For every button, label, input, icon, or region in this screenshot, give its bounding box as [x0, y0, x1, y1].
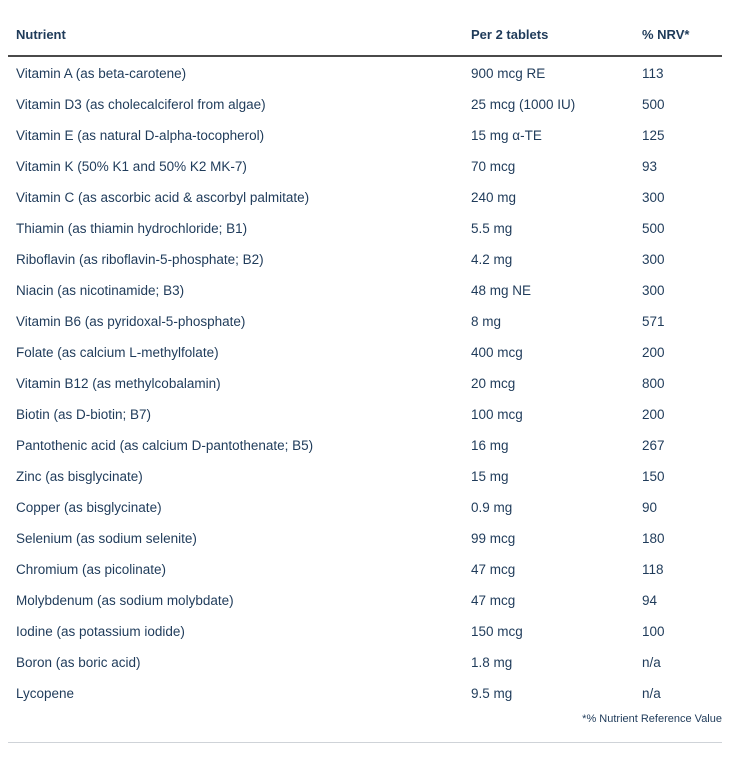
nutrient-name: Iodine (as potassium iodide)	[16, 624, 185, 639]
nrv-percent: 100	[642, 624, 665, 639]
table-row	[8, 306, 722, 337]
table-row	[8, 492, 722, 523]
bottom-divider	[8, 742, 722, 743]
table-row	[8, 678, 722, 709]
table-row	[8, 585, 722, 616]
amount-per-2-tablets: 900 mcg RE	[471, 65, 546, 81]
table-row	[8, 647, 722, 678]
nrv-percent: 200	[642, 407, 665, 422]
amount-per-2-tablets: 99 mcg	[471, 531, 516, 546]
nrv-percent: n/a	[642, 686, 661, 701]
header-per-2-tablets: Per 2 tablets	[463, 14, 634, 56]
nrv-percent: 200	[642, 345, 665, 360]
nutrient-name: Thiamin (as thiamin hydrochloride; B1)	[16, 221, 248, 236]
nutrient-table-container	[8, 14, 722, 709]
nutrient-name: Riboflavin (as riboflavin-5-phosphate; B2)	[16, 252, 264, 267]
table-row	[8, 554, 722, 585]
amount-per-2-tablets: 9.5 mg	[471, 686, 513, 701]
amount-per-2-tablets: 240 mg	[471, 190, 517, 205]
nutrient-name: Vitamin B6 (as pyridoxal-5-phosphate)	[16, 314, 246, 329]
amount-per-2-tablets: 8 mg	[471, 314, 502, 329]
amount-per-2-tablets: 25 mcg (1000 IU)	[471, 97, 576, 112]
amount-per-2-tablets: 1.8 mg	[471, 655, 513, 670]
nrv-percent: 113	[642, 65, 664, 81]
nutrient-name: Vitamin A (as beta-carotene)	[16, 65, 187, 81]
amount-per-2-tablets: 0.9 mg	[471, 500, 513, 515]
nutrient-name: Pantothenic acid (as calcium D-pantothenate; B5)	[16, 438, 314, 453]
table-header	[8, 14, 722, 56]
amount-per-2-tablets: 16 mg	[471, 438, 509, 453]
nutrient-name: Vitamin B12 (as methylcobalamin)	[16, 376, 221, 391]
table-row	[8, 151, 722, 182]
table-row	[8, 120, 722, 151]
table-body	[8, 56, 722, 709]
amount-per-2-tablets: 15 mg α-TE	[471, 128, 542, 143]
amount-per-2-tablets: 48 mg NE	[471, 283, 532, 298]
nrv-percent: 300	[642, 190, 665, 205]
header-row	[8, 14, 722, 56]
nutrient-table	[8, 14, 722, 709]
amount-per-2-tablets: 20 mcg	[471, 376, 516, 391]
amount-per-2-tablets: 400 mcg	[471, 345, 523, 360]
nutrient-name: Biotin (as D-biotin; B7)	[16, 407, 152, 422]
table-row	[8, 182, 722, 213]
amount-per-2-tablets: 4.2 mg	[471, 252, 513, 267]
nutrient-name: Zinc (as bisglycinate)	[16, 469, 143, 484]
nutrient-name: Copper (as bisglycinate)	[16, 500, 162, 515]
nrv-percent: 150	[642, 469, 665, 484]
amount-per-2-tablets: 100 mcg	[471, 407, 523, 422]
table-row	[8, 89, 722, 120]
amount-per-2-tablets: 15 mg	[471, 469, 509, 484]
nutrient-name: Lycopene	[16, 686, 75, 701]
amount-per-2-tablets: 150 mcg	[471, 624, 523, 639]
table-row	[8, 523, 722, 554]
nrv-percent: 180	[642, 531, 665, 546]
table-row	[8, 56, 722, 89]
header-nutrient: Nutrient	[8, 14, 463, 56]
table-row	[8, 213, 722, 244]
nutrient-name: Molybdenum (as sodium molybdate)	[16, 593, 234, 608]
nrv-percent: 267	[642, 438, 665, 453]
table-row	[8, 368, 722, 399]
table-row	[8, 244, 722, 275]
table-row	[8, 430, 722, 461]
nutrient-name: Vitamin D3 (as cholecalciferol from algae)	[16, 97, 266, 112]
amount-per-2-tablets: 5.5 mg	[471, 221, 513, 236]
nutrient-name: Vitamin C (as ascorbic acid & ascorbyl palmitate)	[16, 190, 310, 205]
nrv-percent: 500	[642, 97, 665, 112]
table-row	[8, 461, 722, 492]
nutrient-name: Niacin (as nicotinamide; B3)	[16, 283, 185, 298]
nutrient-name: Selenium (as sodium selenite)	[16, 531, 197, 546]
nrv-percent: 125	[642, 128, 665, 143]
nrv-footnote: *% Nutrient Reference Value	[582, 713, 722, 725]
table-row	[8, 616, 722, 647]
amount-per-2-tablets: 70 mcg	[471, 159, 516, 174]
nutrient-name: Chromium (as picolinate)	[16, 562, 167, 577]
nrv-percent: 93	[642, 159, 658, 174]
table-row	[8, 275, 722, 306]
nrv-percent: 300	[642, 252, 665, 267]
nutrient-name: Vitamin K (50% K1 and 50% K2 MK-7)	[16, 159, 247, 174]
amount-per-2-tablets: 47 mcg	[471, 593, 516, 608]
nrv-percent: 94	[642, 593, 658, 608]
nrv-percent: n/a	[642, 655, 661, 670]
nrv-percent: 800	[642, 376, 665, 391]
nrv-percent: 571	[642, 314, 665, 329]
nrv-percent: 90	[642, 500, 658, 515]
table-row	[8, 399, 722, 430]
amount-per-2-tablets: 47 mcg	[471, 562, 516, 577]
nutrient-name: Vitamin E (as natural D-alpha-tocopherol)	[16, 128, 265, 143]
nutrient-name: Folate (as calcium L-methylfolate)	[16, 345, 219, 360]
nrv-percent: 300	[642, 283, 665, 298]
nutrient-name: Boron (as boric acid)	[16, 655, 141, 670]
nrv-percent: 500	[642, 221, 665, 236]
header-nrv: % NRV*	[634, 14, 722, 56]
table-row	[8, 337, 722, 368]
nrv-percent: 118	[642, 562, 664, 577]
